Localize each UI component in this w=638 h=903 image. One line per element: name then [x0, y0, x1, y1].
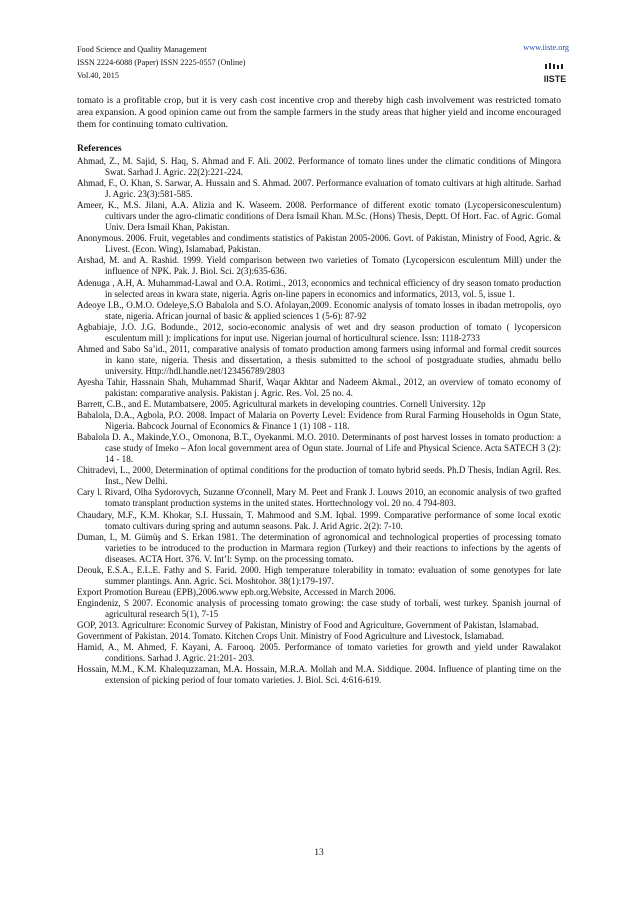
references-list: [77, 156, 561, 686]
reference-item: Ameer, K., M.S. Jilani, A.A. Alizia and K. Waseem. 2008. Performance of different exotic tomato (Lycopersiconesculentum) cultivars under the agro-climatic conditions of Dera Ismail Khan. M.Sc. (Hons) Thesis, Deptt. Of Hort. Fac. of Agric. Gomal Univ. Dera Ismail Khan, Pakistan.: [77, 200, 561, 233]
reference-item: Export Promotion Bureau (EPB),2006.www epb.org.Website, Accessed in March 2006.: [77, 586, 396, 597]
reference-item: Hamid, A., M. Ahmed, F. Kayani, A. Farooq. 2005. Performance of tomato varieties for growth and yield under Rawalakot conditions. Sarhad J. Agric. 21:201- 203.: [77, 642, 561, 664]
reference-item: Arshad, M. and A. Rashid. 1999. Yield comparison between two varieties of Tomato (Lycopersicon esculentum Mill) under the influence of NPK. Pak. J. Biol. Sci. 2(3):635-636.: [77, 255, 561, 277]
journal-header: [77, 43, 246, 82]
page-number: 13: [314, 847, 324, 858]
reference-item: Hossain, M.M., K.M. Khalequzzaman, M.A. Hossain, M.R.A. Mollah and M.A. Siddique. 2004. Influence of planting time on the extension of picking period of four tomato varieties. J. Biol. Sci. 4:616-619.: [77, 664, 561, 686]
reference-item: Government of Pakistan. 2014. Tomato. Kitchen Crops Unit. Ministry of Food Agriculture and Livestock, Islamabad.: [77, 631, 505, 642]
reference-item: Deouk, E.S.A., E.L.E. Fathy and S. Farid. 2000. High temperature tolerability in tomato: evaluation of some genotypes for late summer plantings. Ann. Agric. Sci. Moshtohor. 38(1):179-197.: [77, 564, 561, 586]
reference-item: Ahmed and Sabo Sa’id., 2011, comparative analysis of tomato production among farmers using informal and formal credit sources in kano state, nigeria. Thesis and dissertation, a thesis submitted to the school of postgraduate studies, ahmadu bello university. Http://hdl.handle.net/123456789/2803: [77, 343, 561, 376]
reference-item: Chaudary, M.F., K.M. Khokar, S.I. Hussain, T. Mahmood and S.M. Iqbal. 1999. Comparative performance of some local exotic tomato cultivars during spring and autumn seasons. Pak. J. Arid Agric. 2(2): 7-10.: [77, 509, 561, 531]
reference-item: Adenuga , A.H, A. Muhammad-Lawal and O.A. Rotimi., 2013, economics and technical efficiency of dry season tomato production in selected areas in kwara state, nigeria. Agris on-line papers in economics and informatics, 2013, vol. 5, issue 1.: [77, 277, 561, 299]
reference-item: Adeoye I.B., O.M.O. Odeleye,S.O Babalola and S.O. Afolayan,2009. Economic analysis of tomato losses in ibadan metropolis, oyo state, nigeria. African journal of basic & applied sciences 1 (5-6): 87-92: [77, 299, 561, 321]
journal-name: Food Science and Quality Management: [77, 45, 207, 54]
reference-item: Barrett, C.B., and E. Mutambatsere, 2005. Agricultural markets in developing countries. Cornell University. 12p: [77, 399, 486, 410]
body-paragraph: tomato is a profitable crop, but it is very cash cost incentive crop and thereby high cash involvement was restricted tomato area expansion. A good opinion came out from the sample farmers in the study areas that higher yield and income encouraged them for continuing tomato cultivation.: [77, 95, 561, 131]
reference-item: Engindeniz, S 2007. Economic analysis of processing tomato growing: the case study of torbali, west turkey. Spanish journal of agricultural research 5(1), 7-15: [77, 597, 561, 619]
volume-line: Vol.40, 2015: [77, 71, 119, 80]
reference-item: Duman, I., M. Gümüş and S. Erkan 1981. The determination of agronomical and technological properties of processing tomato varieties to be introduced to the production in Marmara region (Turkey) and their reactions to infections by the agents of diseases. ACTA Hort. 376. V. Int’l: Symp. on the processing tomato.: [77, 531, 561, 564]
reference-item: Babalola D. A., Makinde,Y.O., Omonona, B.T., Oyekanmi. M.O. 2010. Determinants of post harvest losses in tomato production: a case study of Imeko – Afon local government area of Ogun state. Journal of Life and Physical Science. Acta SATECH 3 (2): 14 - 18.: [77, 432, 561, 465]
reference-item: Ayesha Tahir, Hassnain Shah, Muhammad Sharif, Waqar Akhtar and Nadeem Akmal., 2012, an overview of tomato economy of pakistan: comparative analysis. Pakistan j. Agric. Res. Vol. 25 no. 4.: [77, 376, 561, 398]
reference-item: GOP, 2013. Agriculture: Economic Survey of Pakistan, Ministry of Food and Agriculture, Government of Pakistan, Islamabad.: [77, 619, 539, 630]
references-heading: References: [77, 143, 122, 154]
reference-item: Babalola, D.A., Agbola, P.O. 2008. Impact of Malaria on Poverty Level: Evidence from Rural Farming Households in Ogun State, Nigeria. Babcock Journal of Economics & Finance 1 (1) 108 - 118.: [77, 410, 561, 432]
logo-text: IISTE: [543, 74, 567, 84]
reference-item: Cary l. Rivard, Olha Sydorovych, Suzanne O'connell, Mary M. Peet and Frank J. Louws 2010, an economic analysis of two grafted tomato transplant production systems in the united states. Horttechnology vol. 20 no. 4 794-803.: [77, 487, 561, 509]
reference-item: Ahmad, Z., M. Sajid, S. Haq, S. Ahmad and F. Ali. 2002. Performance of tomato lines under the climatic conditions of Mingora Swat. Sarhad J. Agric. 22(2):221-224.: [77, 156, 561, 178]
reference-item: Chitradevi, L., 2000, Determination of optimal conditions for the production of tomato hybrid seeds. Ph.D Thesis, Indian Agril. Res. Inst., New Delhi.: [77, 465, 561, 487]
reference-item: Anonymous. 2006. Fruit, vegetables and condiments statistics of Pakistan 2005-2006. Govt. of Pakistan, Ministry of Food, Agric. & Livest. (Econ. Wing), Islamabad, Pakistan.: [77, 233, 561, 255]
reference-item: Agbabiaje, J.O. J.G. Bodunde., 2012, socio-economic analysis of wet and dry season production of tomato ( lycopersicon esculentum mill ): implications for input use. Nigerian journal of horticultural science. Issn: 1118-2733: [77, 321, 561, 343]
reference-item: Ahmad, F., O. Khan, S. Sarwar, A. Hussain and S. Ahmad. 2007. Performance evaluation of tomato cultivars at high altitude. Sarhad J. Agric. 23(3):581-585.: [77, 178, 561, 200]
website-link[interactable]: www.iiste.org: [523, 43, 569, 52]
issn-line: ISSN 2224-6088 (Paper) ISSN 2225-0557 (Online): [77, 58, 246, 67]
iiste-logo: [542, 63, 568, 85]
